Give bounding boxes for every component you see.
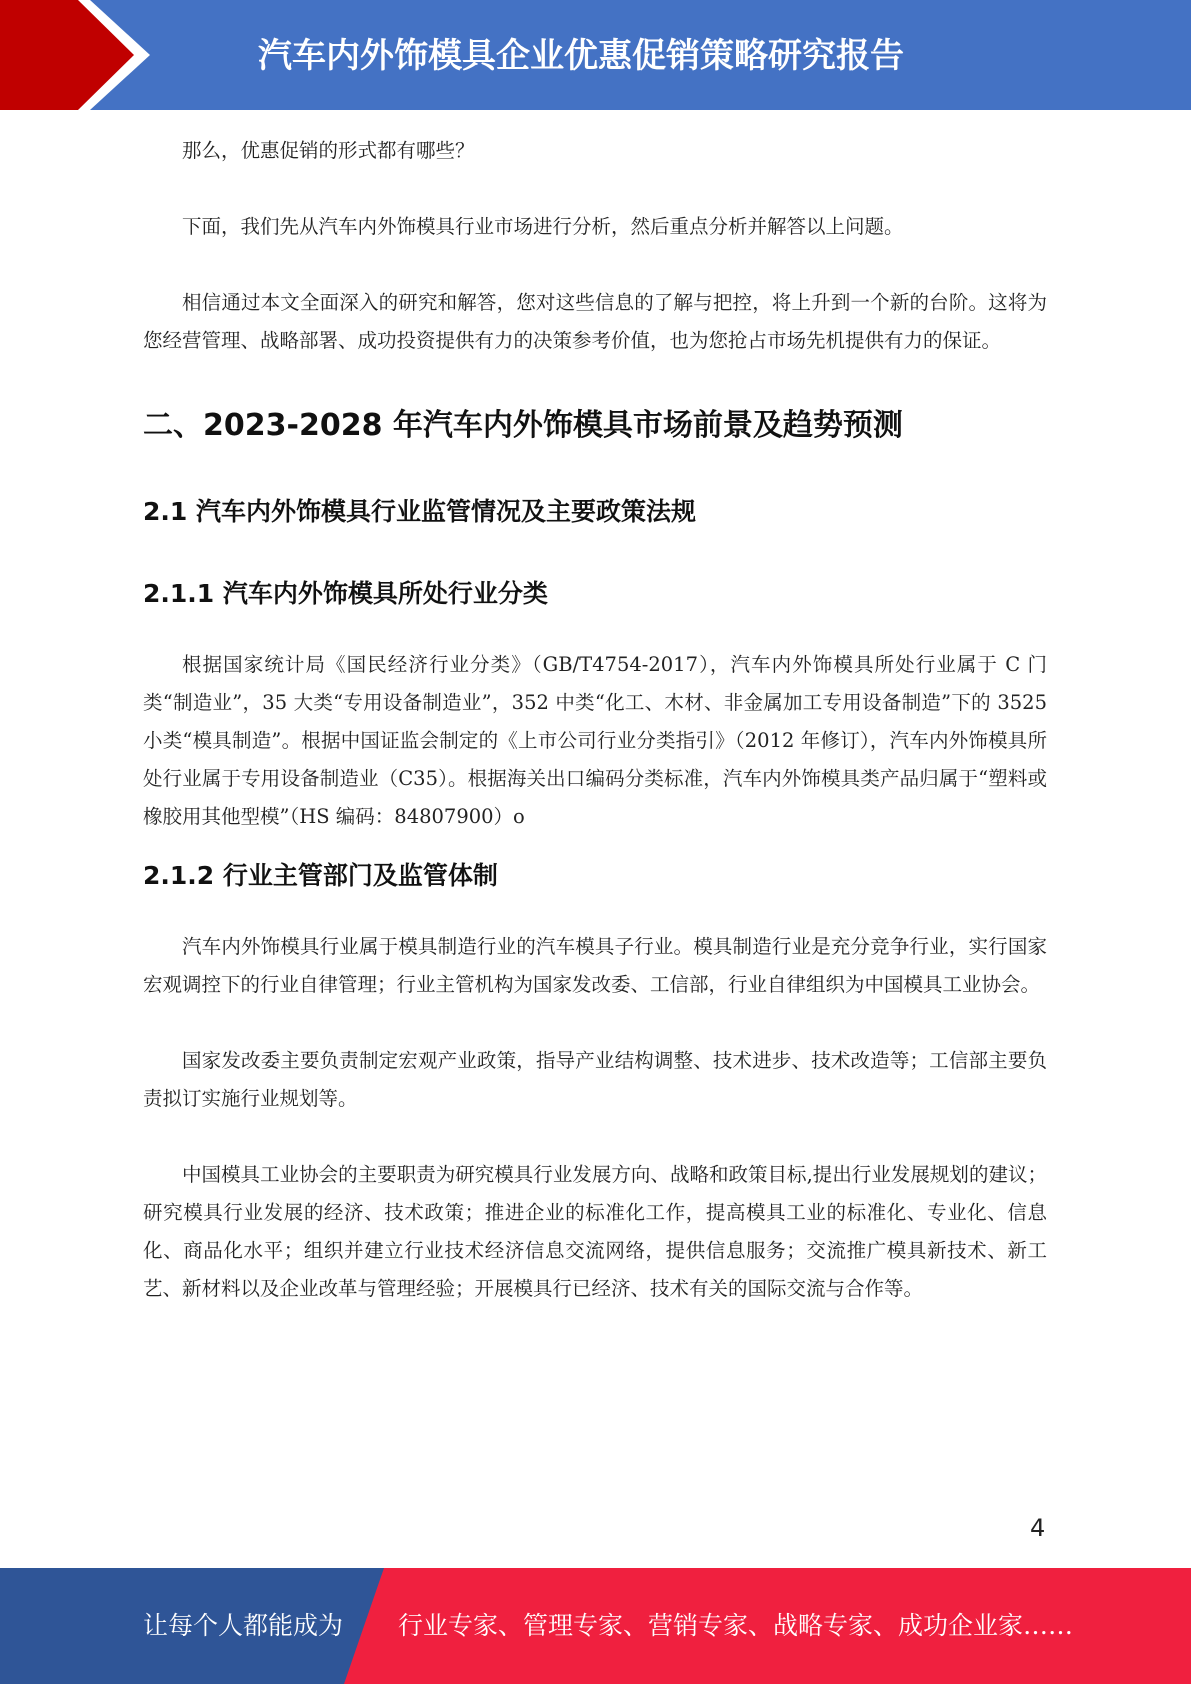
footer-slogan-left: 让每个人都能成为 [143, 1611, 344, 1640]
paragraph-ndrc-miit-duties: 国家发改委主要负责制定宏观产业政策，指导产业结构调整、技术进步、技术改造等；工信部主要负责拟订实施行业规划等。 [143, 1049, 1047, 1110]
subsection-heading-2-1: 2.1 汽车内外饰模具行业监管情况及主要政策法规 [143, 497, 696, 526]
document-body [143, 132, 1047, 1308]
paragraph-association-duties: 中国模具工业协会的主要职责为研究模具行业发展方向、战略和政策目标,提出行业发展规划的建议；研究模具行业发展的经济、技术政策；推进企业的标准化工作，提高模具工业的标准化、专业化、信息化、商品化水平；组织并建立行业技术经济信息交流网络，提供信息服务；交流推广模具新技术、新工艺、新材料以及企业改革与管理经验；开展模具行已经济、技术有关的国际交流与合作等。 [143, 1163, 1047, 1300]
header-banner [0, 0, 1191, 110]
report-title: 汽车内外饰模具企业优惠促销策略研究报告 [258, 36, 904, 76]
paragraph-industry-classification: 根据国家统计局《国民经济行业分类》（GB/T4754-2017），汽车内外饰模具所处行业属于 C 门类“制造业”，35 大类“专用设备制造业”，352 中类“化工、木材、非金属加工专用设备制造”下的 3525 小类“模具制造”。根据中国证监会制定的《上市公司行业分类指引》（2012 年修订），汽车内外饰模具所处行业属于专用设备制造业（C35）。根据海关出口编码分类标准，汽车内外饰模具类产品归属于“塑料或橡胶用其他型模”（HS 编码：84807900）o [143, 653, 1047, 828]
subsection-heading-2-1-2: 2.1.2 行业主管部门及监管体制 [143, 861, 498, 890]
footer-slogan-right: 行业专家、管理专家、营销专家、战略专家、成功企业家…… [398, 1611, 1074, 1640]
paragraph-promotion-forms: 那么，优惠促销的形式都有哪些？ [182, 139, 475, 162]
subsection-heading-2-1-1: 2.1.1 汽车内外饰模具所处行业分类 [143, 579, 548, 608]
page-number: 4 [1030, 1514, 1046, 1542]
paragraph-analysis-intro: 下面，我们先从汽车内外饰模具行业市场进行分析，然后重点分析并解答以上问题。 [182, 215, 904, 238]
paragraph-value-statement: 相信通过本文全面深入的研究和解答，您对这些信息的了解与把控，将上升到一个新的台阶。这将为您经营管理、战略部署、成功投资提供有力的决策参考价值，也为您抢占市场先机提供有力的保证。 [143, 291, 1047, 352]
footer-banner [0, 1568, 1191, 1684]
section-heading-2: 二、2023-2028 年汽车内外饰模具市场前景及趋势预测 [143, 408, 903, 443]
paragraph-regulatory-system: 汽车内外饰模具行业属于模具制造行业的汽车模具子行业。模具制造行业是充分竞争行业，实行国家宏观调控下的行业自律管理；行业主管机构为国家发改委、工信部，行业自律组织为中国模具工业协会。 [143, 935, 1047, 996]
